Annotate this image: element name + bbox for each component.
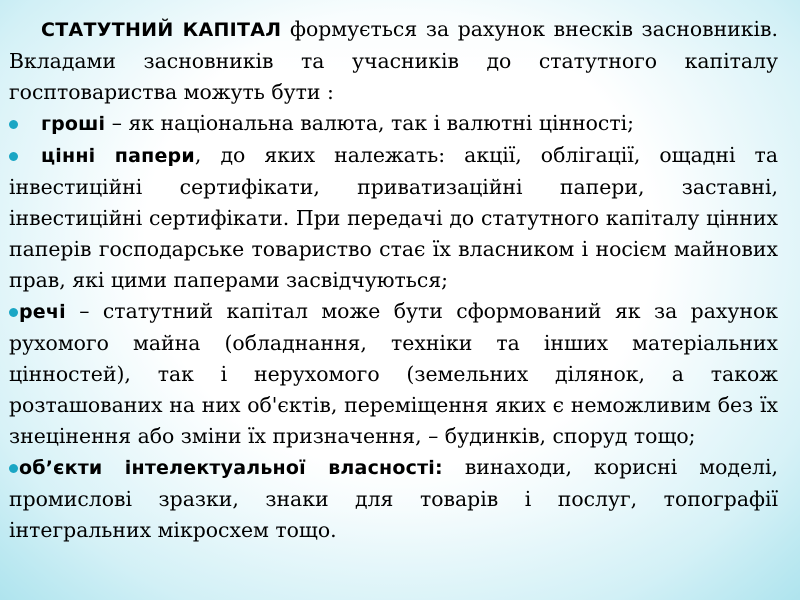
bullet-text: – як національна валюта, так і валютні цінності;	[105, 111, 635, 135]
bullet-text: винаходи, корисні моделі, промислові зразки, знаки для товарів і послуг, топографії інтегральних мікросхем тощо.	[9, 455, 778, 542]
bullet-term: об’єкти інтелектуальної власності:	[19, 457, 443, 479]
bullet-text: , до яких належать: акції, облігації, ощадні та інвестиційні сертифікати, приватизаційні папери, заставні, інвестиційні сертифікати. При передачі до статутного капіталу цінних паперів господарське товариство стає їх власником і носієм майнових прав, які цими паперами засвідчуються;	[9, 143, 778, 292]
bullet-term: речі	[19, 301, 66, 323]
bullet-dot-icon	[9, 308, 18, 317]
intro-text: формується за рахунок внесків засновників. Вкладами засновників та учасників до статутного капіталу госптовариства можуть бути :	[9, 17, 778, 104]
bullet-term: гроші	[41, 113, 106, 135]
slide-content	[9, 14, 778, 546]
bullet-item-things	[9, 296, 778, 452]
bullet-dot-icon	[9, 120, 18, 129]
bullet-text: – статутний капітал може бути сформований як за рахунок рухомого майна (обладнання, техніки та інших матеріальних цінностей), так і нерухомого (земельних ділянок, а також розташованих на них об'єктів, переміщення яких є неможливим без їх знецінення або зміни їх призначення, – будинків, споруд тощо;	[9, 299, 778, 448]
intro-lead-term: СТАТУТНИЙ КАПІТАЛ	[41, 19, 282, 41]
bullet-term: цінні папери	[41, 145, 195, 167]
bullet-item-money	[9, 108, 778, 140]
intro-paragraph	[9, 14, 778, 108]
bullet-dot-icon	[9, 464, 18, 473]
bullet-item-intellectual-property	[9, 452, 778, 546]
bullet-item-securities	[9, 140, 778, 296]
bullet-dot-icon	[9, 152, 18, 161]
